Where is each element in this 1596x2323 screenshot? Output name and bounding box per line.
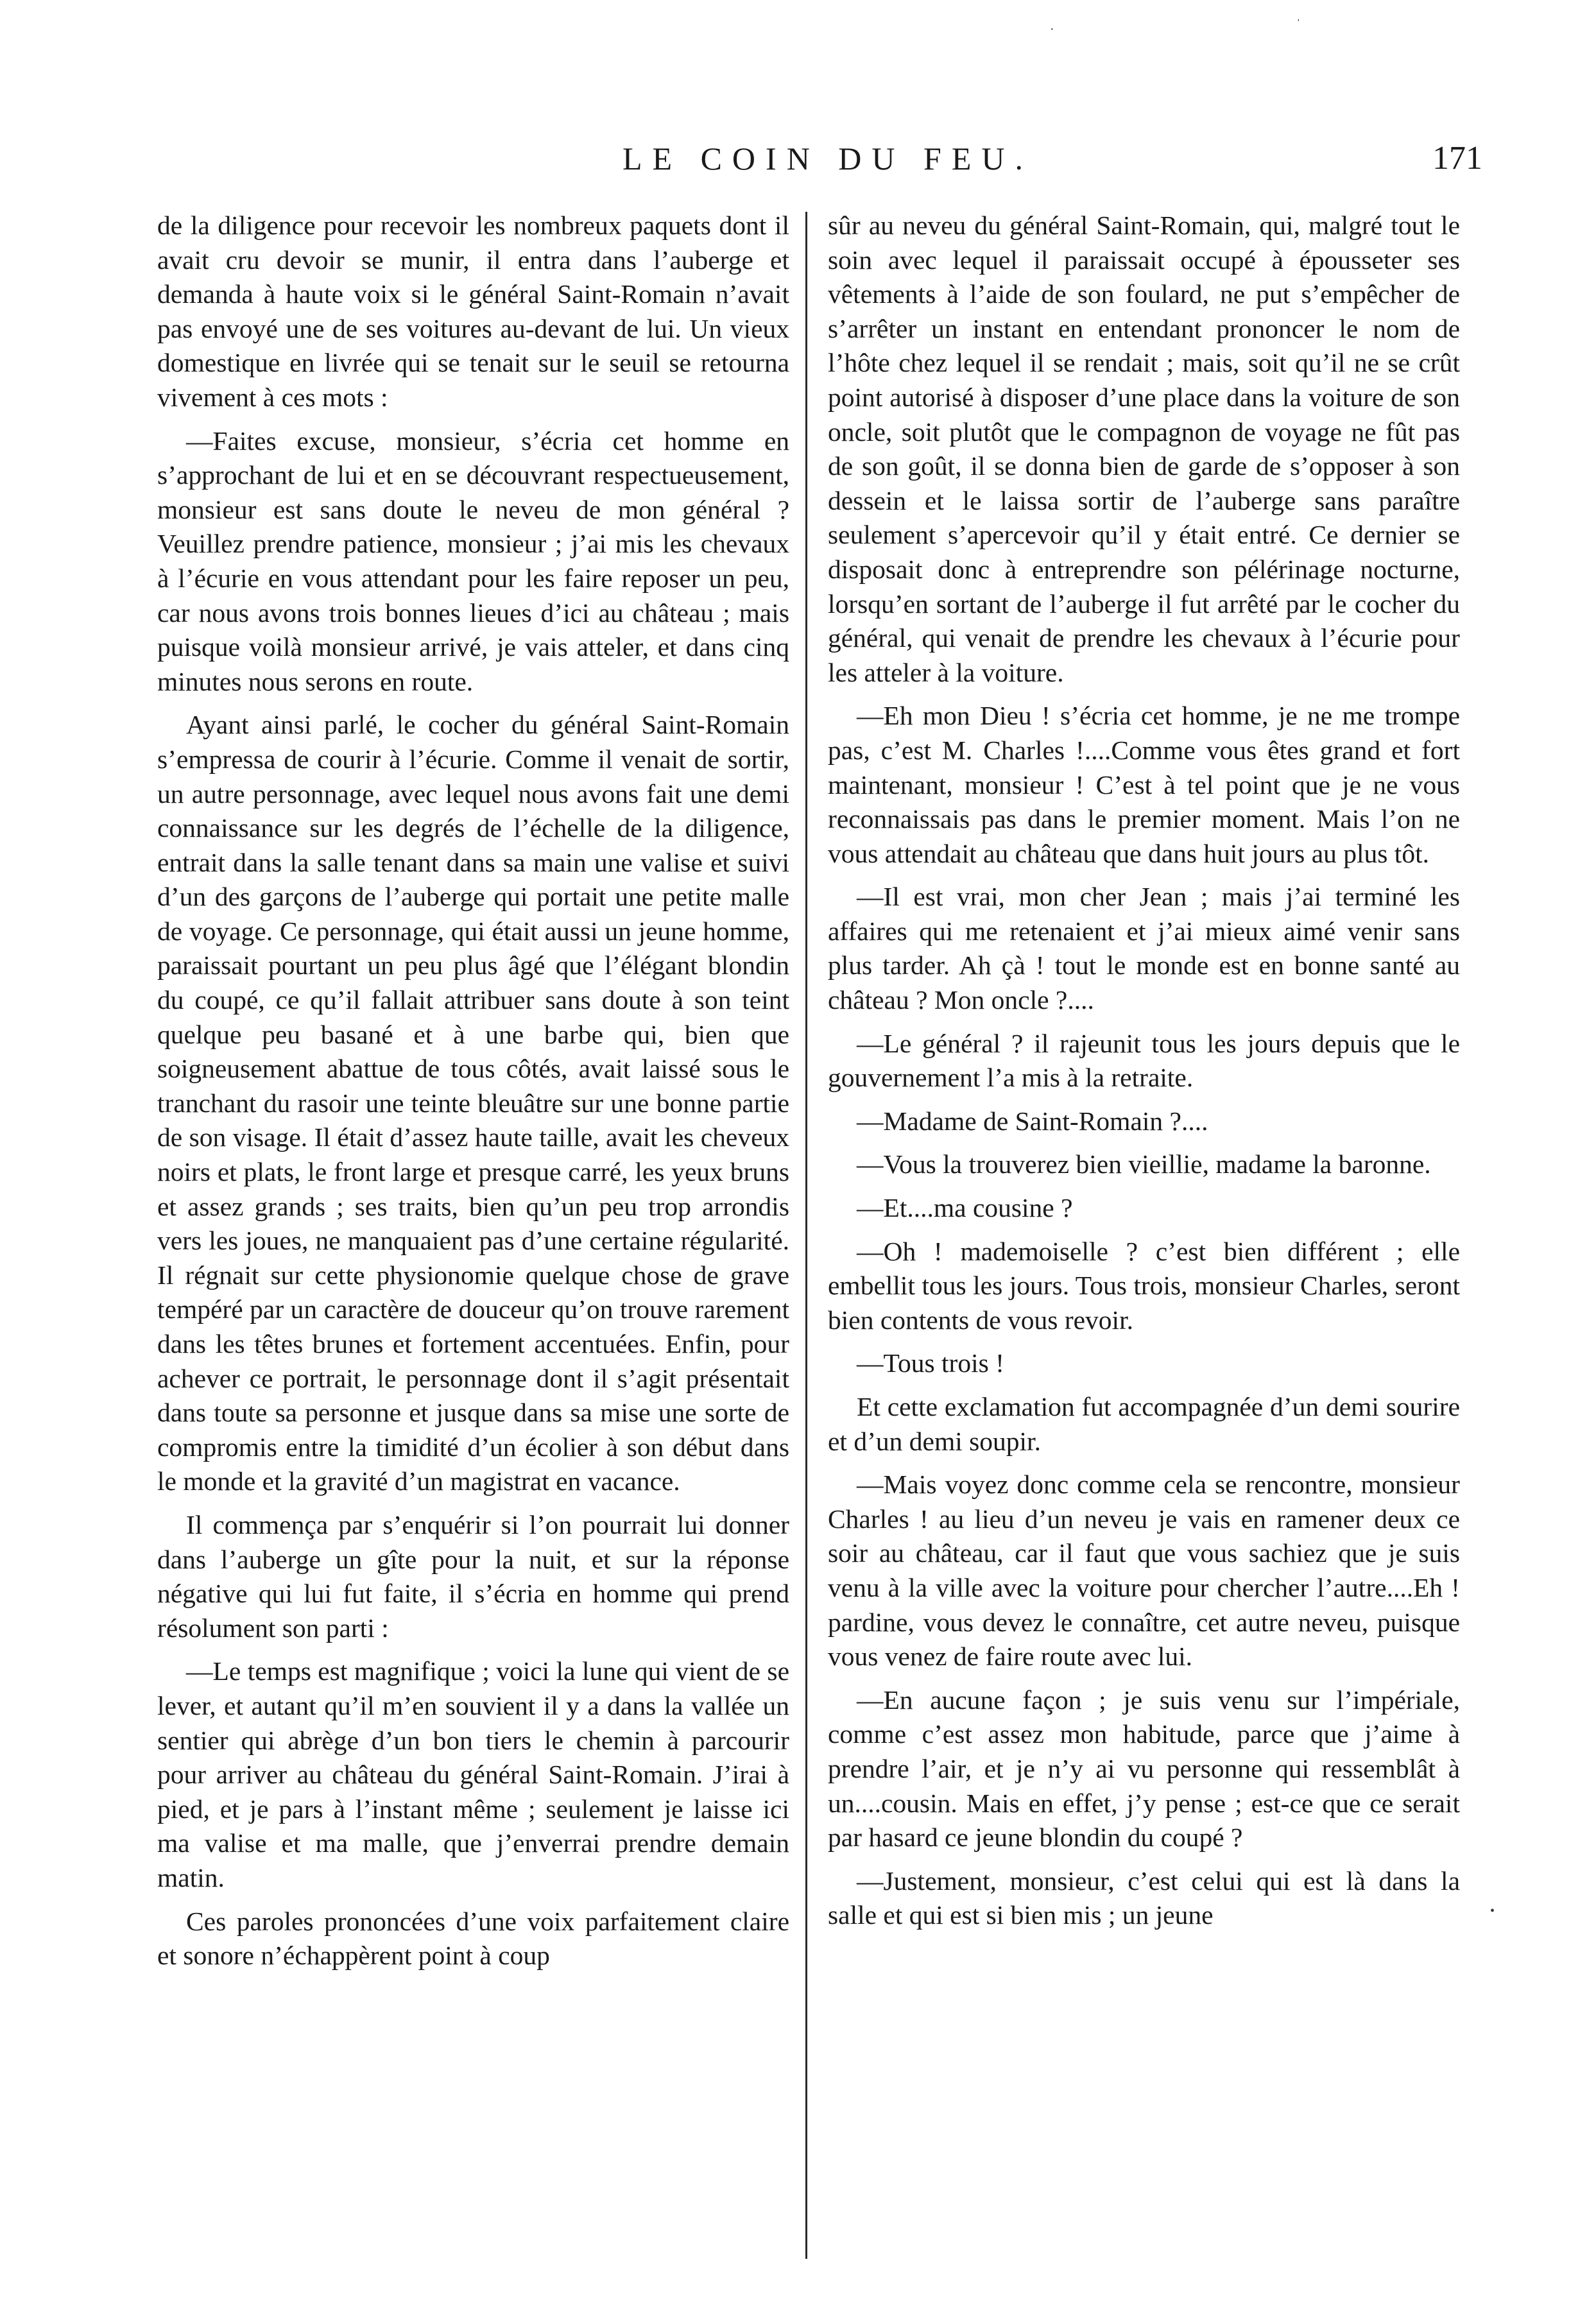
print-speck: ˈ bbox=[1296, 17, 1301, 31]
print-speck: • bbox=[1490, 1904, 1495, 1918]
paragraph: —Madame de Saint-Romain ?.... bbox=[857, 1106, 1208, 1136]
paragraph: —Eh mon Dieu ! s’écria cet homme, je ne me trompe pas, c’est M. Charles !....Comme vous êtes grand et fort maintenant, monsieur ! C’est à tel point que je ne vous reconnaissais pas dans le premier moment. Mais l’on ne vous attendait au château que dans huit jours au plus tôt. bbox=[828, 701, 1460, 868]
paragraph: Et cette exclamation fut accompagnée d’un demi sourire et d’un demi soupir. bbox=[828, 1392, 1460, 1456]
page-number: 171 bbox=[1432, 140, 1482, 176]
paragraph: —Il est vrai, mon cher Jean ; mais j’ai terminé les affaires qui me retenaient et j’ai mieux aimé venir sans plus tarder. Ah çà ! tout le monde est en bonne santé au château ? Mon oncle ?.... bbox=[828, 882, 1460, 1015]
running-title: LE COIN DU FEU. bbox=[622, 141, 1033, 176]
paragraph: —Le temps est magnifique ; voici la lune qui vient de se lever, et autant qu’il m’en souvient il y a dans la vallée un sentier qui abrège d’un bon tiers le chemin à parcourir pour arriver au château du général Saint-Romain. J’irai à pied, et je pars à l’instant même ; seulement je laisse ici ma valise et ma malle, que j’enverrai prendre demain matin. bbox=[157, 1656, 789, 1892]
column-divider bbox=[805, 212, 807, 2259]
paragraph: —Justement, monsieur, c’est celui qui est là dans la salle et qui est si bien mis ; un jeune bbox=[828, 1865, 1460, 1930]
paragraph: —Mais voyez donc comme cela se rencontre, monsieur Charles ! au lieu d’un neveu je vais en ramener deux ce soir au château, car il faut que vous sachiez que je suis venu à la ville avec la voiture pour chercher l’autre....Eh ! pardine, vous devez le connaître, cet autre neveu, puisque vous venez de faire route avec lui. bbox=[828, 1470, 1460, 1672]
right-column bbox=[828, 209, 1460, 1942]
paragraph: Ayant ainsi parlé, le cocher du général Saint-Romain s’empressa de courir à l’écurie. Comme il venait de sortir, un autre personnage, avec lequel nous avons fait une demi connaissance sur les degrés de l’échelle de la diligence, entrait dans la salle tenant dans sa main une valise et suivi d’un des garçons de l’auberge qui portait une petite malle de voyage. Ce personnage, qui était aussi un jeune homme, paraissait pourtant un peu plus âgé que l’élégant blondin du coupé, ce qu’il fallait attribuer sans doute à son teint quelque peu basané et à une barbe qui, bien que soigneusement abattue de tous côtés, avait laissé sous le tranchant du rasoir une teinte bleuâtre sur une bonne partie de son visage. Il était d’assez haute taille, avait les cheveux noirs et plats, le front large et presque carré, les yeux bruns et assez grands ; ses traits, bien qu’un peu trop arrondis vers les joues, ne manquaient pas d’une certaine régularité. Il régnait sur cette physionomie quelque chose de grave tempéré par un caractère de douceur qu’on trouve rarement dans les têtes brunes et fortement accentuées. Enfin, pour achever ce portrait, le personnage dont il s’agit présentait dans toute sa personne et jusque dans sa mise une sorte de compromis entre la timidité d’un écolier à son début dans le monde et la gravité d’un magistrat en vacance. bbox=[157, 710, 789, 1496]
left-column bbox=[157, 209, 789, 1982]
paragraph: Ces paroles prononcées d’une voix parfaitement claire et sonore n’échappèrent point à coup bbox=[157, 1906, 789, 1971]
paragraph: —Tous trois ! bbox=[857, 1348, 1004, 1378]
paragraph: Il commença par s’enquérir si l’on pourrait lui donner dans l’auberge un gîte pour la nuit, et sur la réponse négative qui lui fut faite, il s’écria en homme qui prend résolument son parti : bbox=[157, 1509, 789, 1643]
paragraph: —Vous la trouverez bien vieillie, madame la baronne. bbox=[857, 1149, 1431, 1179]
paragraph: —Le général ? il rajeunit tous les jours depuis que le gouvernement l’a mis à la retraite. bbox=[828, 1028, 1460, 1093]
paragraph: de la diligence pour recevoir les nombreux paquets dont il avait cru devoir se munir, il entra dans l’auberge et demanda à haute voix si le général Saint-Romain n’avait pas envoyé une de ses voitures au-devant de lui. Un vieux domestique en livrée qui se tenait sur le seuil se retourna vivement à ces mots : bbox=[157, 210, 789, 412]
paragraph: —Oh ! mademoiselle ? c’est bien différent ; elle embellit tous les jours. Tous trois, monsieur Charles, seront bien contents de vous revoir. bbox=[828, 1236, 1460, 1335]
running-head bbox=[167, 136, 1489, 181]
paragraph: —Faites excuse, monsieur, s’écria cet homme en s’approchant de lui et en se découvrant respectueusement, monsieur est sans doute le neveu de mon général ? Veuillez prendre patience, monsieur ; j’ai mis les chevaux à l’écurie en vous attendant pour les faire reposer un peu, car nous avons trois bonnes lieues d’ici au château ; mais puisque voilà monsieur arrivé, je vais atteler, et dans cinq minutes nous serons en route. bbox=[157, 425, 789, 696]
paragraph: —En aucune façon ; je suis venu sur l’impériale, comme c’est assez mon habitude, parce que j’aime à prendre l’air, et je n’y ai vu personne qui ressemblât à un....cousin. Mais en effet, j’y pense ; est-ce que ce serait par hasard ce jeune blondin du coupé ? bbox=[828, 1684, 1460, 1853]
paragraph: sûr au neveu du général Saint-Romain, qui, malgré tout le soin avec lequel il paraissait occupé à épousseter ses vêtements à l’aide de son foulard, ne put s’empêcher de s’arrêter un instant en entendant prononcer le nom de l’hôte chez lequel il se rendait ; mais, soit qu’il ne se crût point autorisé à disposer d’une place dans la voiture de son oncle, soit plutôt que le compagnon de voyage ne fût pas de son goût, il se donna bien de garde de s’opposer à son dessein et le laissa sortir de l’auberge sans paraître seulement s’apercevoir qu’il y était entré. Ce dernier se disposait donc à entreprendre son pélérinage nocturne, lorsqu’en sortant de l’auberge il fut arrêté par le cocher du général, qui venait de prendre les chevaux à l’écurie pour les atteler à la voiture. bbox=[828, 210, 1460, 687]
paragraph: —Et....ma cousine ? bbox=[857, 1193, 1073, 1223]
print-speck: · bbox=[1050, 22, 1054, 37]
